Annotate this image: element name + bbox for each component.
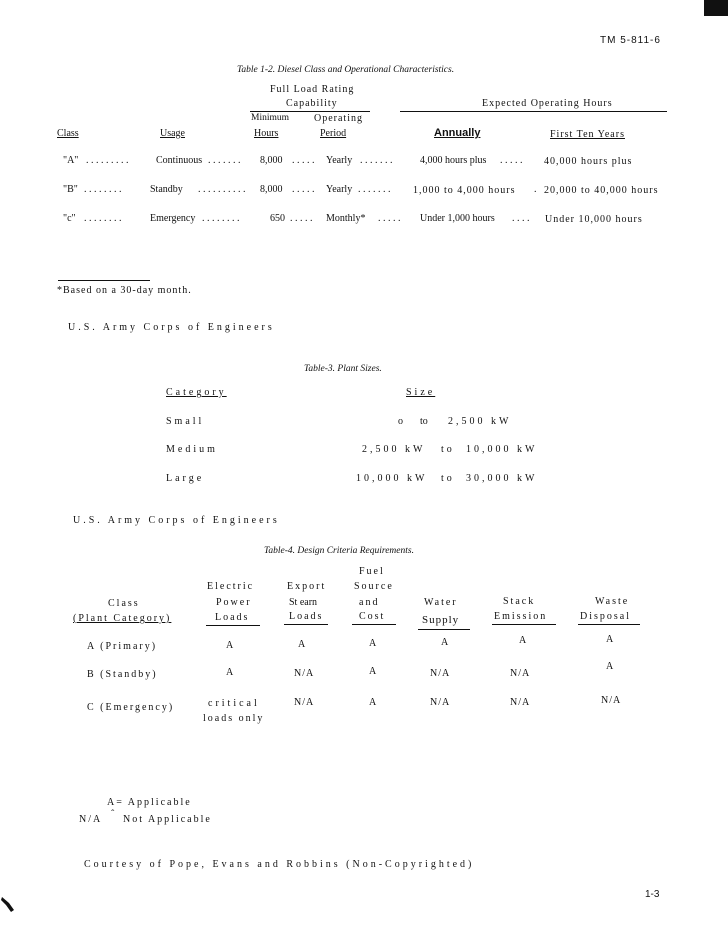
- cell-usage: Emergency: [150, 213, 196, 224]
- header-emission: Emission: [494, 611, 548, 622]
- header-rule-expected: [400, 111, 667, 112]
- header-class: Class: [108, 598, 140, 609]
- page-number: 1-3: [645, 889, 660, 900]
- cell-annually: Under 1,000 hours: [420, 213, 495, 224]
- table-1-2-caption: Table 1-2. Diesel Class and Operational Characteristics.: [237, 65, 455, 75]
- cell-water: A: [441, 637, 449, 648]
- cell-class: A (Primary): [87, 641, 158, 652]
- header-steam: St earn: [289, 597, 318, 608]
- cell-class: B (Standby): [87, 669, 158, 680]
- cell-category: Medium: [166, 444, 218, 455]
- header-first-ten-years: First Ten Years: [550, 129, 625, 140]
- header-rule-water: [418, 629, 470, 630]
- legend-not-applicable-mark: ˆ: [111, 809, 115, 820]
- dot-leader: . . . . . . .: [360, 155, 393, 166]
- cell-hours: 8,000: [260, 184, 283, 195]
- header-fuel: Fuel: [359, 566, 385, 577]
- header-expected-operating-hours: Expected Operating Hours: [482, 98, 613, 109]
- header-water: Water: [424, 597, 458, 608]
- cell-size-to-word: to: [441, 444, 455, 455]
- cell-fuel: A: [369, 697, 377, 708]
- dot-leader: . . . . .: [378, 213, 401, 224]
- cell-waste: N/A: [601, 695, 622, 706]
- table-4-caption: Table-4. Design Criteria Requirements.: [264, 546, 414, 556]
- cell-period: Yearly: [326, 184, 353, 195]
- cell-usage: Continuous: [156, 155, 203, 166]
- header-annually: Annually: [434, 127, 481, 139]
- header-supply: Supply: [422, 614, 460, 626]
- footnote: *Based on a 30-day month.: [57, 285, 192, 296]
- cell-category: Small: [166, 416, 205, 427]
- header-rule-stack: [492, 624, 556, 625]
- cell-electric-line1: critical: [208, 698, 260, 709]
- cell-water: N/A: [430, 697, 451, 708]
- cell-export: A: [298, 639, 306, 650]
- cell-first-ten-years: 40,000 hours plus: [544, 156, 633, 167]
- header-disposal: Disposal: [580, 611, 631, 622]
- table-3-caption: Table-3. Plant Sizes.: [304, 364, 382, 374]
- dot-leader: . . . . .: [290, 213, 313, 224]
- dot-leader: . . . . .: [500, 155, 523, 166]
- cell-size-from: 10,000 kW: [356, 473, 428, 484]
- cell-class: "c": [63, 213, 76, 224]
- cell-hours: 650: [270, 213, 285, 224]
- courtesy-credit: Courtesy of Pope, Evans and Robbins (Non-Copyrighted): [84, 859, 475, 870]
- header-capability: Capability: [286, 98, 338, 109]
- dot-leader: . . . . .: [292, 155, 315, 166]
- legend-applicable: A= Applicable: [107, 797, 192, 808]
- header-loads: Loads: [215, 612, 250, 623]
- cell-class: "A": [63, 155, 79, 166]
- cell-size-to: 2,500 kW: [448, 416, 512, 427]
- cell-export: N/A: [294, 668, 315, 679]
- footnote-rule: [58, 280, 150, 281]
- header-export: Export: [287, 581, 327, 592]
- dot-leader: . . . . .: [292, 184, 315, 195]
- cell-class: C (Emergency): [87, 702, 175, 713]
- header-category: Category: [166, 387, 227, 398]
- cell-waste: A: [606, 634, 614, 645]
- header-rule-fuel: [352, 624, 396, 625]
- header-plant-category: (Plant Category): [73, 613, 172, 624]
- header-stack: Stack: [503, 596, 536, 607]
- header-class: Class: [57, 128, 79, 139]
- cell-size-from: o: [398, 416, 403, 427]
- cell-period: Yearly: [326, 155, 353, 166]
- cell-electric: A: [226, 667, 234, 678]
- cell-electric-line2: loads only: [203, 713, 265, 724]
- legend-not-applicable-abbr: N/A: [79, 814, 103, 825]
- cell-size-to-word: to: [441, 473, 455, 484]
- dot-leader: . . . . . . . .: [84, 184, 122, 195]
- corner-scan-mark: [704, 0, 728, 16]
- header-hours: Hours: [254, 128, 279, 139]
- cell-stack: A: [519, 635, 527, 646]
- header-rule-waste: [578, 624, 640, 625]
- header-period: Period: [320, 128, 347, 139]
- dot-leader: . . . . . . .: [208, 155, 241, 166]
- header-rule-electric: [206, 625, 260, 626]
- dot-leader: . . . . . . . . . .: [198, 184, 246, 195]
- cell-water: N/A: [430, 668, 451, 679]
- cell-class: "B": [63, 184, 78, 195]
- header-electric: Electric: [207, 581, 255, 592]
- cell-period: Monthly*: [326, 213, 366, 224]
- header-waste: Waste: [595, 596, 630, 607]
- cell-fuel: A: [369, 638, 377, 649]
- cell-category: Large: [166, 473, 205, 484]
- cell-export: N/A: [294, 697, 315, 708]
- header-rule-export: [284, 624, 328, 625]
- cell-fuel: A: [369, 666, 377, 677]
- cell-first-ten-years: Under 10,000 hours: [545, 214, 643, 225]
- cell-stack: N/A: [510, 668, 531, 679]
- cell-hours: 8,000: [260, 155, 283, 166]
- cell-annually: 4,000 hours plus: [420, 155, 487, 166]
- header-steam-loads: Loads: [289, 611, 324, 622]
- header-minimum: Minimum: [251, 113, 290, 123]
- cell-usage: Standby: [150, 184, 183, 195]
- header-cost: Cost: [359, 611, 386, 622]
- cell-size-to: 30,000 kW: [466, 473, 538, 484]
- cell-annually: 1,000 to 4,000 hours: [413, 185, 516, 196]
- credit-corps-of-engineers: U.S. Army Corps of Engineers: [68, 322, 275, 333]
- dot-leader: . . . . . . . .: [202, 213, 240, 224]
- header-operating: Operating: [314, 113, 363, 124]
- document-number: TM 5-811-6: [600, 35, 661, 46]
- header-full-load-rating: Full Load Rating: [270, 84, 355, 95]
- legend-not-applicable-text: Not Applicable: [123, 814, 212, 825]
- header-power: Power: [216, 597, 252, 608]
- dot-leader: . . . . . . . . .: [86, 155, 129, 166]
- dot-leader: .: [534, 184, 537, 195]
- header-usage: Usage: [160, 128, 185, 139]
- dot-leader: . . . . . . .: [358, 184, 391, 195]
- cell-size-to: 10,000 kW: [466, 444, 538, 455]
- dot-leader: . . . . . . . .: [84, 213, 122, 224]
- header-and: and: [359, 597, 380, 608]
- dot-leader: . . . .: [512, 213, 530, 224]
- cell-stack: N/A: [510, 697, 531, 708]
- header-source: Source: [354, 581, 394, 592]
- scan-artifact-mark: [0, 894, 18, 914]
- cell-first-ten-years: 20,000 to 40,000 hours: [544, 185, 659, 196]
- cell-size-from: 2,500 kW: [362, 444, 426, 455]
- cell-waste: A: [606, 661, 614, 672]
- header-size: Size: [406, 387, 436, 398]
- credit-corps-of-engineers: U.S. Army Corps of Engineers: [73, 515, 280, 526]
- cell-size-to-word: to: [420, 416, 428, 427]
- header-rule-capability: [250, 111, 370, 112]
- cell-electric: A: [226, 640, 234, 651]
